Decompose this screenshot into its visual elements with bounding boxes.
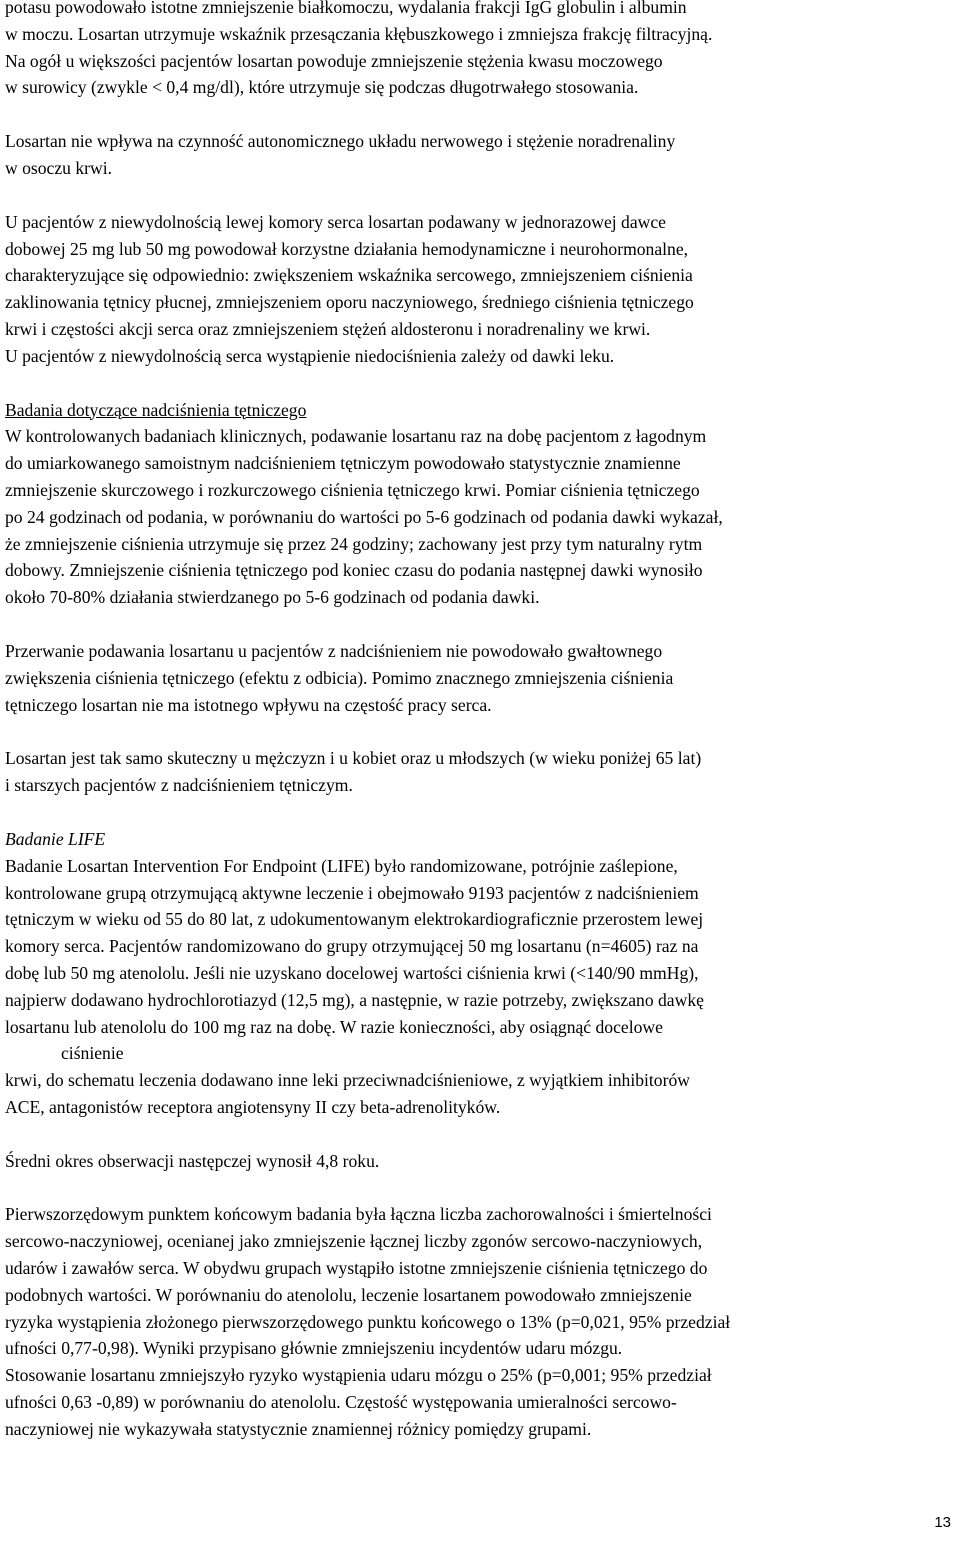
text-line: Losartan jest tak samo skuteczny u mężczyzn i u kobiet oraz u młodszych (w wieku poniżej 65 lat): [5, 748, 702, 769]
paragraph-heart-failure: [5, 209, 960, 370]
page-number: 13: [934, 1514, 951, 1531]
text-line: sercowo-naczyniowej, ocenianej jako zmniejszenie łącznej liczby zgonów sercowo-naczyniowych,: [5, 1231, 703, 1252]
paragraph-losartan-uric-acid: [5, 0, 960, 101]
text-line: krwi i częstości akcji serca oraz zmniejszeniem stężeń aldosteronu i noradrenaliny we krwi.: [5, 318, 651, 339]
text-line: potasu powodowało istotne zmniejszenie białkomoczu, wydalania frakcji IgG globulin i albumin: [5, 0, 687, 17]
text-line: w surowicy (zwykle < 0,4 mg/dl), które utrzymuje się podczas długotrwałego stosowania.: [5, 77, 639, 98]
text-line: U pacjentów z niewydolnością lewej komory serca losartan podawany w jednorazowej dawce: [5, 211, 666, 232]
paragraph-autonomic-nervous-system: [5, 128, 960, 182]
text-line: zaklinowania tętnicy płucnej, zmniejszeniem oporu naczyniowego, średniego ciśnienia tętniczego: [5, 292, 694, 313]
text-line: U pacjentów z niewydolnością serca wystąpienie niedociśnienia zależy od dawki leku.: [5, 345, 615, 366]
paragraph-primary-endpoint: [5, 1201, 960, 1442]
section-heading: Badania dotyczące nadciśnienia tętniczego: [5, 399, 307, 420]
text-line: kontrolowane grupą otrzymującą aktywne leczenie i obejmowało 9193 pacjentów z nadciśnieniem: [5, 882, 699, 903]
section-heading: Badanie LIFE: [5, 828, 106, 849]
text-line: ciśnienie: [61, 1043, 124, 1064]
text-line: tętniczego losartan nie ma istotnego wpływu na częstość pracy serca.: [5, 694, 492, 715]
text-line: W kontrolowanych badaniach klinicznych, podawanie losartanu raz na dobę pacjentom z łagodnym: [5, 426, 707, 447]
text-line: do umiarkowanego samoistnym nadciśnieniem tętniczym powodowało statystycznie znamienne: [5, 453, 681, 474]
text-line: Pierwszorzędowym punktem końcowym badania była łączna liczba zachorowalności i śmiertelności: [5, 1204, 712, 1225]
text-line: naczyniowej nie wykazywała statystycznie znamiennej różnicy pomiędzy grupami.: [5, 1418, 592, 1439]
document-page: [5, 0, 960, 1443]
text-line: Stosowanie losartanu zmniejszyło ryzyko wystąpienia udaru mózgu o 25% (p=0,001; 95% przedział: [5, 1365, 712, 1386]
text-line: Na ogół u większości pacjentów losartan powoduje zmniejszenie stężenia kwasu moczowego: [5, 50, 663, 71]
text-line: ryzyka wystąpienia złożonego pierwszorzędowego punktu końcowego o 13% (p=0,021, 95% przedział: [5, 1311, 731, 1332]
section-life-study: [5, 826, 960, 1121]
text-line: najpierw dodawano hydrochlorotiazyd (12,5 mg), a następnie, w razie potrzeby, zwiększano dawkę: [5, 989, 704, 1010]
text-line: około 70-80% działania stwierdzanego po 5-6 godzinach od podania dawki.: [5, 587, 540, 608]
text-line: ufności 0,63 -0,89) w porównaniu do atenololu. Częstość występowania umieralności sercowo-: [5, 1392, 677, 1413]
text-line: tętniczym w wieku od 55 do 80 lat, z udokumentowanym elektrokardiograficznie przerostem lewej: [5, 909, 704, 930]
text-line: charakteryzujące się odpowiednio: zwiększeniem wskaźnika sercowego, zmniejszeniem ciśnienia: [5, 265, 693, 286]
paragraph-efficacy-age-sex: [5, 745, 960, 799]
text-line: Badanie Losartan Intervention For Endpoint (LIFE) było randomizowane, potrójnie zaślepione,: [5, 855, 678, 876]
text-line: Losartan nie wpływa na czynność autonomicznego układu nerwowego i stężenie noradrenaliny: [5, 131, 676, 152]
text-line: ACE, antagonistów receptora angiotensyny II czy beta-adrenolityków.: [5, 1096, 501, 1117]
paragraph-follow-up: [5, 1148, 960, 1175]
text-line: w osoczu krwi.: [5, 157, 113, 178]
text-line: udarów i zawałów serca. W obydwu grupach wystąpiło istotne zmniejszenie ciśnienia tętniczego do: [5, 1258, 708, 1279]
text-line: dobowej 25 mg lub 50 mg powodował korzystne działania hemodynamiczne i neurohormonalne,: [5, 238, 689, 259]
text-line: po 24 godzinach od podania, w porównaniu do wartości po 5-6 godzinach od podania dawki wykazał,: [5, 506, 723, 527]
text-line: krwi, do schematu leczenia dodawano inne leki przeciwnadciśnieniowe, z wyjątkiem inhibitorów: [5, 1070, 690, 1091]
text-line: że zmniejszenie ciśnienia utrzymuje się przez 24 godziny; zachowany jest przy tym naturalny rytm: [5, 533, 703, 554]
text-line: i starszych pacjentów z nadciśnieniem tętniczym.: [5, 775, 353, 796]
text-line: losartanu lub atenololu do 100 mg raz na dobę. W razie konieczności, aby osiągnąć docelowe: [5, 1016, 663, 1037]
text-line: zwiększenia ciśnienia tętniczego (efektu z odbicia). Pomimo znacznego zmniejszenia ciśnienia: [5, 667, 674, 688]
text-line: zmniejszenie skurczowego i rozkurczowego ciśnienia tętniczego krwi. Pomiar ciśnienia tętniczego: [5, 479, 700, 500]
section-hypertension-studies: [5, 397, 960, 611]
text-line: ufności 0,77-0,98). Wyniki przypisano głównie zmniejszeniu incydentów udaru mózgu.: [5, 1338, 623, 1359]
paragraph-rebound-effect: [5, 638, 960, 718]
text-line: w moczu. Losartan utrzymuje wskaźnik przesączania kłębuszkowego i zmniejsza frakcję filtracyjną.: [5, 23, 713, 44]
text-line: Średni okres obserwacji następczej wynosił 4,8 roku.: [5, 1150, 380, 1171]
text-line: podobnych wartości. W porównaniu do atenololu, leczenie losartanem powodowało zmniejszenie: [5, 1284, 692, 1305]
text-line: Przerwanie podawania losartanu u pacjentów z nadciśnieniem nie powodowało gwałtownego: [5, 640, 663, 661]
text-line: dobowy. Zmniejszenie ciśnienia tętniczego pod koniec czasu do podania następnej dawki wynosiło: [5, 560, 703, 581]
text-line: dobę lub 50 mg atenololu. Jeśli nie uzyskano docelowej wartości ciśnienia krwi (<140/90 mmHg),: [5, 962, 699, 983]
text-line: komory serca. Pacjentów randomizowano do grupy otrzymującej 50 mg losartanu (n=4605) raz na: [5, 936, 699, 957]
